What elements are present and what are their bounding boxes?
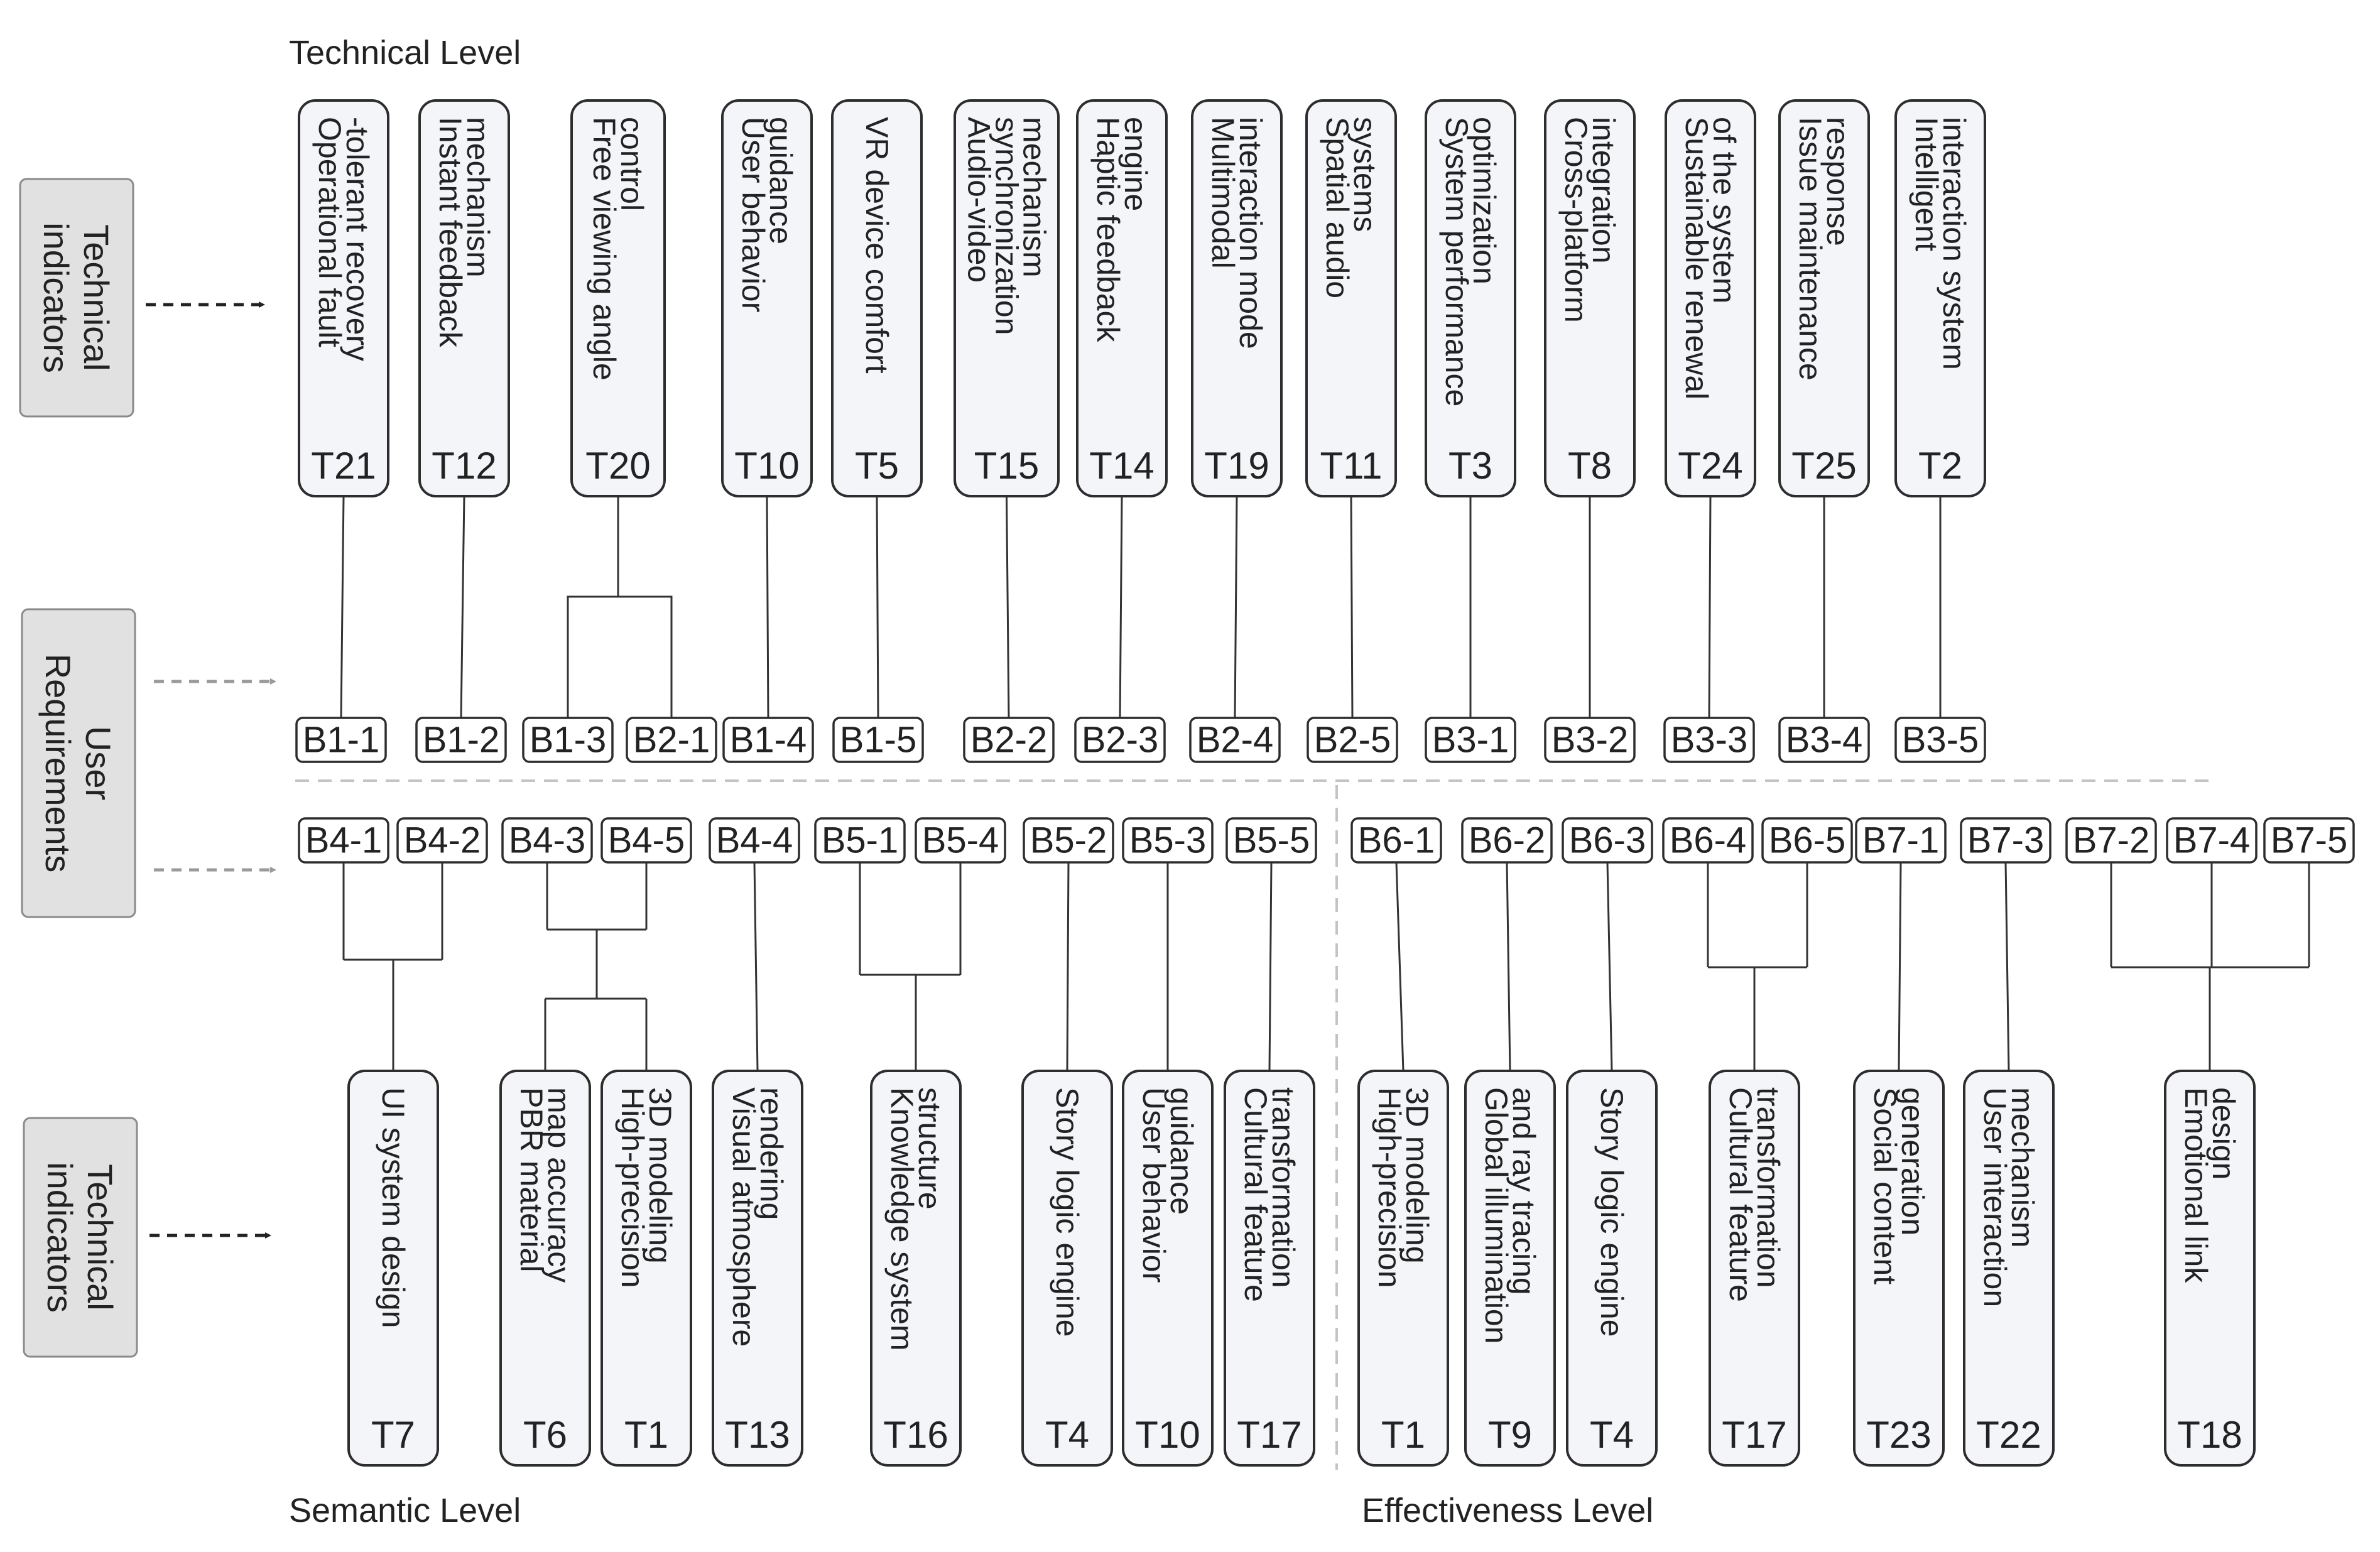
indicator-box-t13 bbox=[713, 1071, 802, 1465]
requirement-code: B1-2 bbox=[422, 719, 500, 761]
indicator-name-line: synchronization bbox=[989, 117, 1024, 335]
requirement-box-b7-2 bbox=[2067, 818, 2156, 862]
connector-line bbox=[1507, 862, 1510, 1071]
side-label-line: User bbox=[79, 725, 118, 801]
requirement-box-b1-3 bbox=[523, 718, 612, 762]
requirement-box-b7-5 bbox=[2264, 818, 2354, 862]
indicator-name-line: transformation bbox=[1751, 1087, 1786, 1288]
indicator-box-t11 bbox=[1307, 100, 1396, 496]
indicator-name-line: Cultural feature bbox=[1238, 1087, 1273, 1302]
indicator-name-line: Operational fault bbox=[312, 117, 347, 347]
connector-line bbox=[1607, 862, 1612, 1071]
requirement-box-b7-1 bbox=[1856, 818, 1945, 862]
indicator-code: T21 bbox=[311, 445, 376, 487]
indicator-box-t1 bbox=[602, 1071, 691, 1465]
requirement-box-b4-1 bbox=[299, 818, 388, 862]
indicator-code: T19 bbox=[1204, 445, 1269, 487]
indicator-box-t23 bbox=[1854, 1071, 1943, 1465]
requirement-code: B7-1 bbox=[1862, 820, 1940, 861]
requirement-box-b3-1 bbox=[1426, 718, 1515, 762]
requirement-box-b7-3 bbox=[1961, 818, 2050, 862]
side-label-line: indicators bbox=[36, 222, 76, 373]
connector-line bbox=[1709, 496, 1710, 718]
indicator-name-line: Visual atmosphere bbox=[726, 1087, 761, 1347]
connector-line bbox=[1007, 496, 1009, 718]
indicator-code: T20 bbox=[585, 445, 651, 487]
indicator-name-line: Social content bbox=[1867, 1087, 1903, 1285]
requirement-box-b4-2 bbox=[398, 818, 487, 862]
indicator-box-t12 bbox=[420, 100, 509, 496]
indicator-name-line: rendering bbox=[754, 1087, 789, 1220]
indicator-name-line: UI system design bbox=[376, 1087, 411, 1328]
requirement-code: B2-1 bbox=[633, 719, 710, 761]
indicator-name-line: Global illumination bbox=[1479, 1087, 1514, 1344]
technical-level-title: Technical Level bbox=[289, 34, 521, 72]
indicator-code: T12 bbox=[432, 445, 497, 487]
indicator-name-line: transformation bbox=[1266, 1087, 1301, 1288]
indicator-name-line: 3D modeling bbox=[1399, 1087, 1435, 1264]
indicator-code: T15 bbox=[974, 445, 1040, 487]
requirement-box-b2-4 bbox=[1190, 718, 1280, 762]
requirement-box-b1-1 bbox=[296, 718, 386, 762]
indicator-box-t2 bbox=[1896, 100, 1985, 496]
user-requirements-row-1 bbox=[296, 718, 1985, 762]
requirement-box-b6-3 bbox=[1563, 818, 1652, 862]
requirement-code: B4-5 bbox=[607, 820, 685, 861]
indicator-box-t1 bbox=[1359, 1071, 1448, 1465]
requirement-code: B6-5 bbox=[1768, 820, 1846, 861]
requirement-code: B4-4 bbox=[715, 820, 793, 861]
indicator-name-line: High-precision bbox=[1372, 1087, 1407, 1288]
indicator-name-line: User behavior bbox=[1136, 1087, 1171, 1283]
side-label-line: Requirements bbox=[38, 653, 78, 873]
indicator-name-line: Spatial audio bbox=[1320, 117, 1355, 299]
indicator-code: T8 bbox=[1567, 445, 1612, 487]
requirement-code: B3-2 bbox=[1551, 719, 1629, 761]
requirement-code: B2-5 bbox=[1313, 719, 1391, 761]
indicator-name-line: mechanism bbox=[2005, 1087, 2040, 1248]
indicator-name-line: response bbox=[1820, 117, 1856, 246]
indicator-box-t17 bbox=[1710, 1071, 1799, 1465]
side-label-user-requirements bbox=[22, 609, 135, 917]
requirement-box-b1-4 bbox=[724, 718, 813, 762]
connector-line bbox=[1120, 496, 1122, 718]
requirement-box-b3-2 bbox=[1545, 718, 1634, 762]
indicator-name-line: Story logic engine bbox=[1594, 1087, 1629, 1337]
requirement-code: B5-2 bbox=[1030, 820, 1107, 861]
bottom-technical-indicators-row bbox=[349, 1071, 2254, 1465]
requirement-code: B4-1 bbox=[305, 820, 383, 861]
indicator-code: T10 bbox=[1135, 1414, 1200, 1456]
indicator-name-line: structure bbox=[912, 1087, 947, 1210]
requirement-code: B7-2 bbox=[2072, 820, 2150, 861]
indicator-name-line: and ray tracing bbox=[1506, 1087, 1541, 1295]
requirement-box-b2-3 bbox=[1075, 718, 1165, 762]
indicator-code: T2 bbox=[1918, 445, 1963, 487]
requirement-code: B6-2 bbox=[1468, 820, 1546, 861]
indicator-name-line: control bbox=[614, 117, 649, 212]
indicator-box-t10 bbox=[722, 100, 812, 496]
requirement-box-b6-4 bbox=[1663, 818, 1752, 862]
requirement-box-b5-3 bbox=[1123, 818, 1212, 862]
indicator-code: T1 bbox=[624, 1414, 669, 1456]
indicator-box-t19 bbox=[1192, 100, 1281, 496]
indicator-box-t21 bbox=[299, 100, 388, 496]
requirement-code: B6-1 bbox=[1357, 820, 1435, 861]
requirement-box-b2-2 bbox=[964, 718, 1053, 762]
requirement-code: B1-4 bbox=[729, 719, 807, 761]
indicator-name-line: System performance bbox=[1439, 117, 1474, 407]
indicator-code: T7 bbox=[371, 1414, 416, 1456]
indicator-box-t5 bbox=[832, 100, 921, 496]
indicator-box-t20 bbox=[572, 100, 665, 496]
side-label-bottom-technical-indicators bbox=[24, 1118, 137, 1357]
requirement-box-b2-1 bbox=[627, 718, 716, 762]
connector-lines bbox=[341, 496, 2309, 1071]
requirement-code: B5-1 bbox=[821, 820, 899, 861]
indicator-name-line: Cross-platform bbox=[1558, 117, 1594, 323]
indicator-name-line: Haptic feedback bbox=[1090, 117, 1126, 342]
requirement-box-b5-2 bbox=[1024, 818, 1113, 862]
indicator-name-line: engine bbox=[1118, 117, 1153, 212]
indicator-code: T22 bbox=[1976, 1414, 2041, 1456]
requirement-box-b6-1 bbox=[1352, 818, 1441, 862]
indicator-name-line: systems bbox=[1347, 117, 1383, 232]
indicator-name-line: High-precision bbox=[615, 1087, 650, 1288]
requirement-code: B4-2 bbox=[403, 820, 481, 861]
requirement-box-b5-4 bbox=[916, 818, 1005, 862]
indicator-name-line: interaction mode bbox=[1233, 117, 1268, 349]
indicator-name-line: generation bbox=[1895, 1087, 1930, 1236]
requirement-box-b7-4 bbox=[2167, 818, 2256, 862]
indicator-box-t9 bbox=[1465, 1071, 1555, 1465]
indicator-name-line: Sustainable renewal bbox=[1679, 117, 1714, 400]
indicator-code: T16 bbox=[883, 1414, 948, 1456]
user-requirements-row-2 bbox=[299, 818, 2354, 862]
side-label-line: indicators bbox=[40, 1162, 80, 1313]
requirement-code: B2-2 bbox=[970, 719, 1048, 761]
indicator-name-line: PBR material bbox=[514, 1087, 549, 1273]
indicator-name-line: guidance bbox=[1164, 1087, 1199, 1215]
indicator-name-line: -tolerant recovery bbox=[340, 117, 375, 362]
indicator-box-t4 bbox=[1023, 1071, 1112, 1465]
side-label-line: Technical bbox=[77, 224, 116, 371]
indicator-name-line: User behavior bbox=[736, 117, 771, 313]
indicator-box-t7 bbox=[349, 1071, 438, 1465]
indicator-code: T4 bbox=[1589, 1414, 1634, 1456]
indicator-code: T9 bbox=[1487, 1414, 1533, 1456]
requirement-box-b3-5 bbox=[1896, 718, 1985, 762]
indicator-name-line: Instant feedback bbox=[433, 117, 468, 347]
connector-line bbox=[754, 862, 758, 1071]
indicator-name-line: Free viewing angle bbox=[587, 117, 622, 381]
connector-line bbox=[1899, 862, 1901, 1071]
indicator-code: T25 bbox=[1791, 445, 1857, 487]
requirement-code: B4-3 bbox=[508, 820, 586, 861]
indicator-code: T17 bbox=[1722, 1414, 1787, 1456]
indicator-name-line: Emotional link bbox=[2178, 1087, 2214, 1283]
indicator-name-line: Issue maintenance bbox=[1793, 117, 1828, 381]
indicator-name-line: map accuracy bbox=[541, 1087, 577, 1283]
connector-line bbox=[461, 496, 464, 718]
requirement-box-b2-5 bbox=[1308, 718, 1397, 762]
indicator-name-line: Knowledge system bbox=[884, 1087, 920, 1351]
indicator-name-line: 3D modeling bbox=[643, 1087, 678, 1264]
indicator-box-t4 bbox=[1567, 1071, 1656, 1465]
indicator-box-t24 bbox=[1666, 100, 1755, 496]
connector-line bbox=[767, 496, 768, 718]
indicator-code: T5 bbox=[854, 445, 899, 487]
requirement-code: B1-3 bbox=[529, 719, 607, 761]
requirement-box-b6-2 bbox=[1462, 818, 1551, 862]
indicator-box-t15 bbox=[955, 100, 1058, 496]
requirement-code: B7-4 bbox=[2173, 820, 2251, 861]
requirement-code: B6-4 bbox=[1669, 820, 1747, 861]
requirement-box-b6-5 bbox=[1763, 818, 1852, 862]
indicator-name-line: mechanism bbox=[1016, 117, 1052, 278]
indicator-box-t25 bbox=[1780, 100, 1869, 496]
indicator-code: T6 bbox=[523, 1414, 568, 1456]
indicator-box-t18 bbox=[2165, 1071, 2254, 1465]
indicator-name-line: guidance bbox=[763, 117, 798, 244]
requirement-code: B2-4 bbox=[1196, 719, 1274, 761]
indicator-name-line: design bbox=[2206, 1087, 2241, 1180]
indicator-box-t22 bbox=[1964, 1071, 2053, 1465]
requirement-code: B3-1 bbox=[1432, 719, 1509, 761]
indicator-code: T24 bbox=[1678, 445, 1743, 487]
indicator-name-line: integration bbox=[1586, 117, 1621, 264]
connector-line bbox=[568, 597, 671, 718]
side-label-line: Technical bbox=[80, 1164, 120, 1311]
requirement-code: B1-1 bbox=[302, 719, 380, 761]
connector-line bbox=[341, 496, 344, 718]
indicator-box-t16 bbox=[871, 1071, 960, 1465]
connector-line bbox=[2006, 862, 2009, 1071]
indicator-box-t6 bbox=[501, 1071, 590, 1465]
requirement-box-b1-2 bbox=[416, 718, 506, 762]
semantic-level-title: Semantic Level bbox=[289, 1492, 521, 1529]
indicator-name-line: VR device comfort bbox=[859, 117, 894, 374]
indicator-code: T18 bbox=[2177, 1414, 2242, 1456]
requirement-code: B3-5 bbox=[1901, 719, 1979, 761]
requirement-box-b4-4 bbox=[710, 818, 799, 862]
requirement-code: B5-4 bbox=[921, 820, 999, 861]
requirement-code: B2-3 bbox=[1081, 719, 1159, 761]
indicator-code: T11 bbox=[1320, 445, 1383, 487]
indicator-code: T1 bbox=[1381, 1414, 1426, 1456]
requirement-code: B5-3 bbox=[1129, 820, 1207, 861]
indicator-box-t8 bbox=[1545, 100, 1634, 496]
indicator-name-line: optimization bbox=[1467, 117, 1502, 285]
indicator-code: T3 bbox=[1448, 445, 1493, 487]
indicator-box-t3 bbox=[1426, 100, 1515, 496]
connector-line bbox=[1067, 862, 1068, 1071]
indicator-name-line: interaction system bbox=[1937, 117, 1972, 370]
top-technical-indicators-row bbox=[299, 100, 1985, 496]
connector-line bbox=[1396, 862, 1403, 1071]
requirement-code: B3-4 bbox=[1785, 719, 1863, 761]
requirement-code: B5-5 bbox=[1232, 820, 1310, 861]
requirement-code: B6-3 bbox=[1568, 820, 1646, 861]
indicator-box-t17 bbox=[1225, 1071, 1314, 1465]
indicator-name-line: Cultural feature bbox=[1723, 1087, 1758, 1302]
requirement-box-b4-5 bbox=[602, 818, 691, 862]
indicator-code: T13 bbox=[725, 1414, 790, 1456]
indicator-box-t14 bbox=[1077, 100, 1166, 496]
requirement-box-b3-4 bbox=[1780, 718, 1869, 762]
indicator-name-line: User interaction bbox=[1977, 1087, 2013, 1308]
connector-line bbox=[877, 496, 878, 718]
indicator-code: T17 bbox=[1237, 1414, 1302, 1456]
connector-line bbox=[1235, 496, 1237, 718]
connector-line bbox=[1351, 496, 1352, 718]
requirement-code: B3-3 bbox=[1670, 719, 1748, 761]
indicator-name-line: Story logic engine bbox=[1050, 1087, 1085, 1337]
requirement-box-b1-5 bbox=[834, 718, 923, 762]
side-label-top-technical-indicators bbox=[20, 179, 133, 416]
requirement-code: B7-3 bbox=[1967, 820, 2045, 861]
requirement-box-b3-3 bbox=[1665, 718, 1754, 762]
indicator-box-t10 bbox=[1123, 1071, 1212, 1465]
effectiveness-level-title: Effectiveness Level bbox=[1362, 1492, 1654, 1529]
indicator-name-line: Intelligent bbox=[1909, 117, 1944, 252]
indicator-name-line: mechanism bbox=[460, 117, 496, 278]
connector-line bbox=[1269, 862, 1271, 1071]
indicator-name-line: Multimodal bbox=[1205, 117, 1241, 269]
indicator-code: T10 bbox=[734, 445, 800, 487]
indicator-code: T14 bbox=[1089, 445, 1155, 487]
indicator-code: T4 bbox=[1045, 1414, 1090, 1456]
requirement-code: B1-5 bbox=[839, 719, 917, 761]
indicator-code: T23 bbox=[1866, 1414, 1932, 1456]
requirement-box-b4-3 bbox=[503, 818, 592, 862]
requirement-box-b5-1 bbox=[815, 818, 905, 862]
requirement-box-b5-5 bbox=[1227, 818, 1316, 862]
requirement-code: B7-5 bbox=[2270, 820, 2348, 861]
indicator-name-line: of the system bbox=[1707, 117, 1742, 304]
indicator-name-line: Audio-video bbox=[961, 117, 997, 283]
